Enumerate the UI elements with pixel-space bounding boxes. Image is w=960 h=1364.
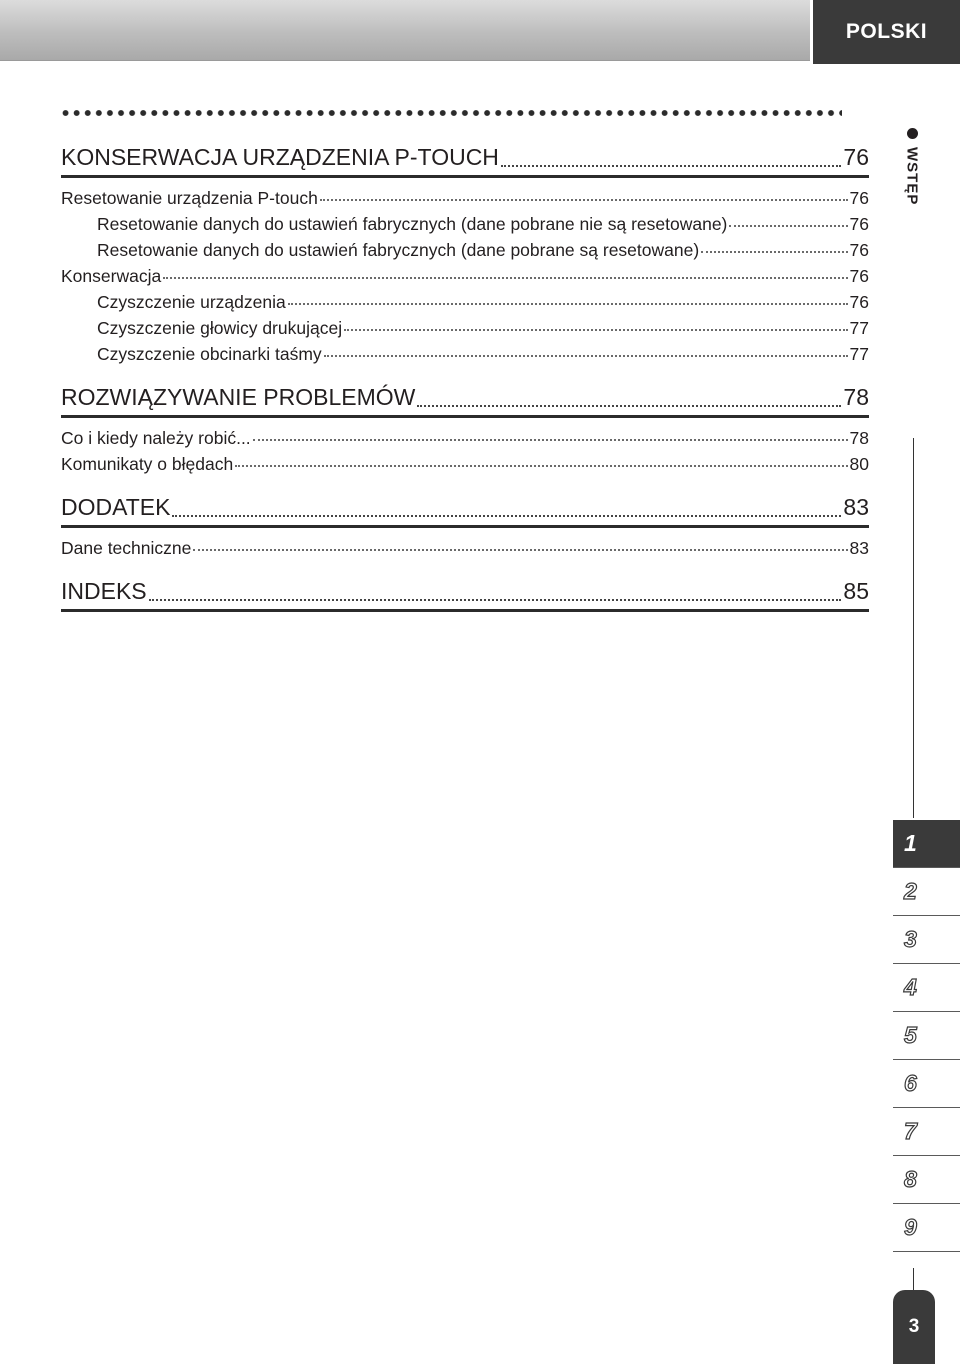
- side-divider: [913, 438, 914, 818]
- chapter-number: 7: [904, 1118, 917, 1144]
- chapter-tab-8[interactable]: [893, 1156, 960, 1204]
- toc-entry-title: Komunikaty o błędach: [61, 454, 234, 474]
- toc-entry[interactable]: [61, 188, 869, 214]
- toc-entry-title: Resetowanie urządzenia P-touch: [61, 188, 318, 208]
- toc-entry-page: 76: [849, 240, 869, 260]
- toc-entry-page: 76: [849, 214, 869, 234]
- toc-entry-title: Dane techniczne: [61, 538, 192, 558]
- chapter-number: 5: [904, 1022, 917, 1048]
- dot-leader: [253, 439, 848, 441]
- chapter-tab-9[interactable]: [893, 1204, 960, 1252]
- dot-leader: [163, 277, 847, 279]
- dot-leader: [172, 515, 841, 517]
- chapter-number: 8: [904, 1166, 917, 1192]
- toc-entry-title: KONSERWACJA URZĄDZENIA P-TOUCH: [61, 144, 499, 170]
- dot-leader: [149, 599, 842, 601]
- chapter-tab-7[interactable]: [893, 1108, 960, 1156]
- toc-entry-page: 80: [849, 454, 869, 474]
- toc-entry-title: Konserwacja: [61, 266, 162, 286]
- toc-entry-title: Czyszczenie głowicy drukującej: [97, 318, 343, 338]
- dot-leader: [320, 199, 848, 201]
- dotted-divider: [60, 107, 842, 119]
- bullet-icon: [907, 128, 918, 139]
- toc-entry-page: 76: [849, 188, 869, 208]
- toc-entry[interactable]: [61, 266, 869, 292]
- chapter-tab-4[interactable]: [893, 964, 960, 1012]
- toc-entry-page: 76: [843, 144, 869, 170]
- toc-chapter-heading[interactable]: [61, 490, 869, 528]
- toc-entry[interactable]: [61, 538, 869, 564]
- chapter-number: 2: [904, 878, 917, 904]
- chapter-number: 3: [904, 926, 917, 952]
- chapter-number: 1: [904, 830, 917, 856]
- toc-spacer: [61, 480, 869, 490]
- toc-entry-page: 83: [843, 494, 869, 520]
- chapter-nav: [893, 820, 960, 1252]
- chapter-tab-2[interactable]: [893, 868, 960, 916]
- toc-entry[interactable]: [61, 454, 869, 480]
- toc-spacer: [61, 370, 869, 380]
- chapter-tab-6[interactable]: [893, 1060, 960, 1108]
- dot-leader: [288, 303, 848, 305]
- language-tab: POLSKI: [810, 0, 960, 64]
- page-number: 3: [893, 1290, 935, 1364]
- toc-entry-title: INDEKS: [61, 578, 147, 604]
- toc-entry-page: 78: [849, 428, 869, 448]
- dot-leader: [701, 251, 847, 253]
- toc-entry-title: Resetowanie danych do ustawień fabrycznych (dane pobrane nie są resetowane): [97, 214, 728, 234]
- toc-entry[interactable]: [61, 292, 869, 318]
- toc-entry-title: DODATEK: [61, 494, 171, 520]
- header-bar: [0, 0, 810, 61]
- toc-entry-page: 77: [849, 344, 869, 364]
- chapter-number: 9: [904, 1214, 917, 1240]
- dot-leader: [417, 405, 841, 407]
- chapter-number: 4: [904, 974, 917, 1000]
- toc-entry-page: 85: [843, 578, 869, 604]
- toc-entry-title: Czyszczenie obcinarki taśmy: [97, 344, 322, 364]
- toc-entry-page: 76: [849, 292, 869, 312]
- dot-leader: [729, 225, 847, 227]
- toc-entry-title: ROZWIĄZYWANIE PROBLEMÓW: [61, 384, 416, 410]
- chapter-tab-5[interactable]: [893, 1012, 960, 1060]
- dot-leader: [235, 465, 847, 467]
- dot-leader: [193, 549, 847, 551]
- toc-entry-page: 83: [849, 538, 869, 558]
- dot-leader: [501, 165, 841, 167]
- toc-entry-title: Resetowanie danych do ustawień fabrycznych (dane pobrane są resetowane): [97, 240, 700, 260]
- chapter-number: 6: [904, 1070, 917, 1096]
- toc-entry[interactable]: [61, 344, 869, 370]
- toc-chapter-heading[interactable]: [61, 140, 869, 178]
- section-side-label: [897, 128, 927, 205]
- toc-entry[interactable]: [61, 428, 869, 454]
- toc-entry-page: 78: [843, 384, 869, 410]
- toc-chapter-heading[interactable]: [61, 380, 869, 418]
- toc-chapter-heading[interactable]: [61, 574, 869, 612]
- toc-spacer: [61, 564, 869, 574]
- toc-entry[interactable]: [61, 214, 869, 240]
- toc-entry[interactable]: [61, 318, 869, 344]
- toc-entry-title: Czyszczenie urządzenia: [97, 292, 286, 312]
- section-title: WSTĘP: [903, 147, 921, 206]
- dot-leader: [324, 355, 848, 357]
- table-of-contents: [61, 140, 869, 622]
- chapter-tab-1[interactable]: [893, 820, 960, 868]
- chapter-tab-3[interactable]: [893, 916, 960, 964]
- toc-entry-title: Co i kiedy należy robić...: [61, 428, 251, 448]
- toc-entry-page: 76: [849, 266, 869, 286]
- toc-entry[interactable]: [61, 240, 869, 266]
- toc-entry-page: 77: [849, 318, 869, 338]
- dot-leader: [344, 329, 847, 331]
